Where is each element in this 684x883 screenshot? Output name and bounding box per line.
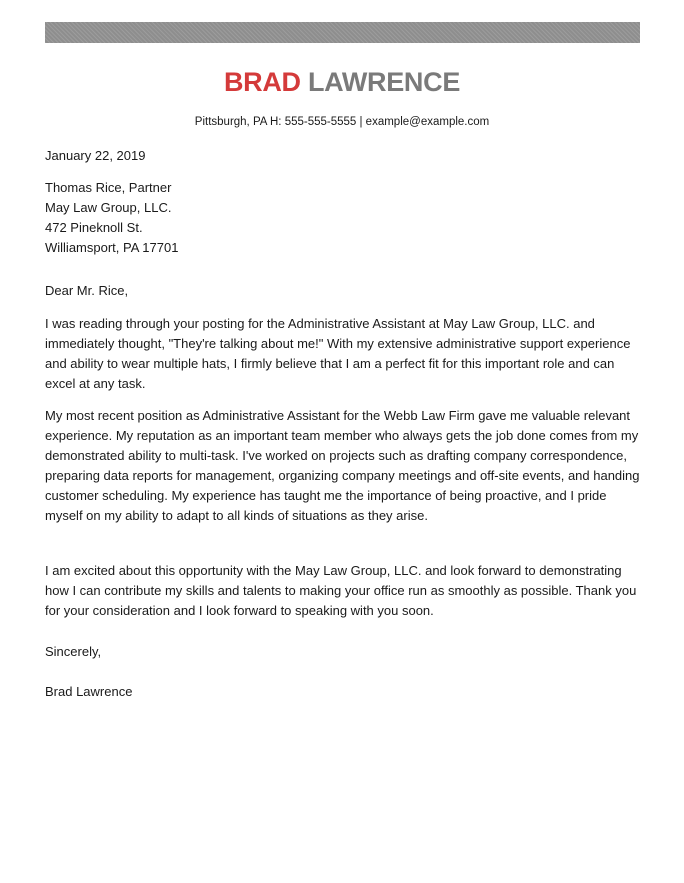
contact-info: Pittsburgh, PA H: 555-555-5555 | example@example.com xyxy=(194,116,490,128)
first-name: BRAD xyxy=(223,67,301,97)
recipient-address xyxy=(45,178,645,258)
recipient-name-title: Thomas Rice, Partner xyxy=(45,180,172,195)
signature-name: Brad Lawrence xyxy=(45,684,133,699)
body-paragraph: My most recent position as Administrative Assistant for the Webb Law Firm gave me valuable relevant experience. My reputation as an important team member who always gets the job done comes from my demonstrated ability to multi-task. I've worked on projects such as drafting company correspondence, preparing data reports for management, organizing company meetings and off-site events, and handing customer scheduling. My experience has taught me the importance of being proactive, and I pride myself on my ability to adapt to all kinds of situations as they arise. xyxy=(45,408,640,523)
body-paragraph: I was reading through your posting for the Administrative Assistant at May Law Group, LLC. and immediately thought, "They're talking about me!" With my extensive administrative support experience and ability to wear multiple hats, I firmly believe that I am a perfect fit for this important role and can excel at any task. xyxy=(45,316,631,391)
recipient-company: May Law Group, LLC. xyxy=(45,200,172,215)
header-accent-bar xyxy=(45,22,640,43)
recipient-city-state-zip: Williamsport, PA 17701 xyxy=(45,240,179,255)
closing: Sincerely, xyxy=(45,644,102,659)
last-name: LAWRENCE xyxy=(307,67,461,97)
body-paragraph: I am excited about this opportunity with the May Law Group, LLC. and look forward to demonstrating how I can contribute my skills and talents to making your office run as smoothly as possible. Thank you for your consideration and I look forward to speaking with you soon. xyxy=(45,563,637,618)
salutation: Dear Mr. Rice, xyxy=(45,283,129,298)
applicant-name xyxy=(0,64,684,100)
letter-date: January 22, 2019 xyxy=(45,148,146,163)
recipient-street: 472 Pineknoll St. xyxy=(45,220,143,235)
